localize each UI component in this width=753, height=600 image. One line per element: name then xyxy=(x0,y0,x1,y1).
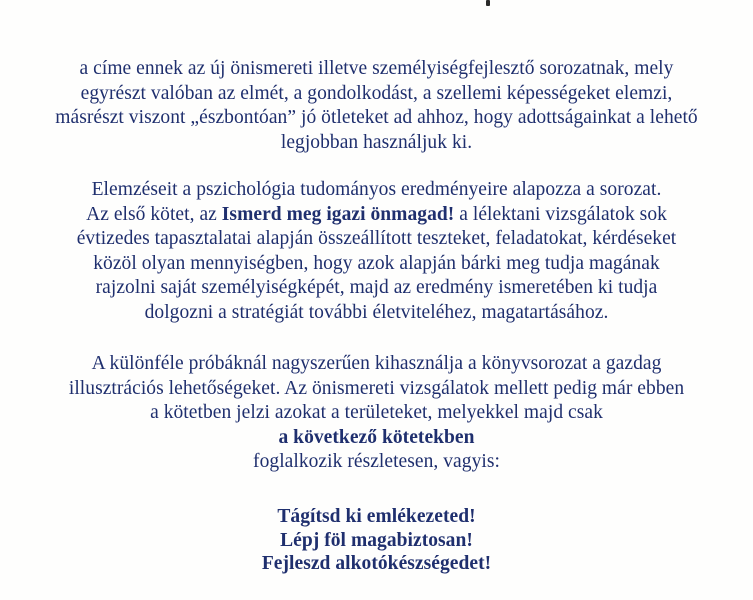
text-line: Elemzéseit a pszichológia tudományos eredményeire alapozza a sorozat. xyxy=(91,179,662,200)
upcoming-title: Lépj föl magabiztosan! xyxy=(280,529,473,551)
upcoming-title: Fejleszd alkotókészségedet! xyxy=(261,553,492,574)
text-line: A különféle próbáknál nagyszerűen kihasználja a könyvsorozat a gazdag xyxy=(91,353,662,374)
paragraph-analysis xyxy=(0,178,753,325)
text-line: évtizedes tapasztalatai alapján összeállított teszteket, feladatokat, kérdéseket xyxy=(76,228,677,249)
paragraph-intro xyxy=(0,57,753,155)
text-line: a kötetben jelzi azokat a területeket, melyekkel majd csak xyxy=(150,402,603,423)
upcoming-title: Tágítsd ki emlékezeted! xyxy=(277,506,476,527)
text-line: rajzolni saját személyiségképét, majd az eredmény ismeretében ki tudja xyxy=(95,277,658,298)
text-line: legjobban használjuk ki. xyxy=(280,131,473,153)
text-line: dolgozni a stratégiát további életviteléhez, magatartásához. xyxy=(144,301,609,323)
text-fragment: a lélektani vizsgálatok sok xyxy=(454,203,667,225)
text-line: egyrészt valóban az elmét, a gondolkodást, a szellemi képességeket elemzi, xyxy=(80,82,673,104)
upcoming-titles-list xyxy=(0,505,753,576)
text-line: közöl olyan mennyiségben, hogy azok alapján bárki meg tudja magának xyxy=(93,252,660,274)
book-title-first-volume: Ismerd meg igazi önmagad! xyxy=(221,203,455,225)
text-line: illusztrációs lehetőségeket. Az önismereti vizsgálatok mellett pedig már ebben xyxy=(68,377,685,399)
text-line: másrészt viszont „észbontóan” jó ötleteket ad ahhoz, hogy adottságainkat a lehető xyxy=(55,107,698,128)
text-line: foglalkozik részletesen, vagyis: xyxy=(253,451,500,472)
text-line xyxy=(0,203,753,228)
emphasis-next-volumes: a következő kötetekben xyxy=(278,426,475,448)
text-line: a címe ennek az új önismereti illetve személyiségfejlesztő sorozatnak, mely xyxy=(79,58,674,79)
paragraph-illustrations xyxy=(0,352,753,475)
text-fragment: Az első kötet, az xyxy=(86,203,222,225)
scan-mark xyxy=(486,0,490,6)
